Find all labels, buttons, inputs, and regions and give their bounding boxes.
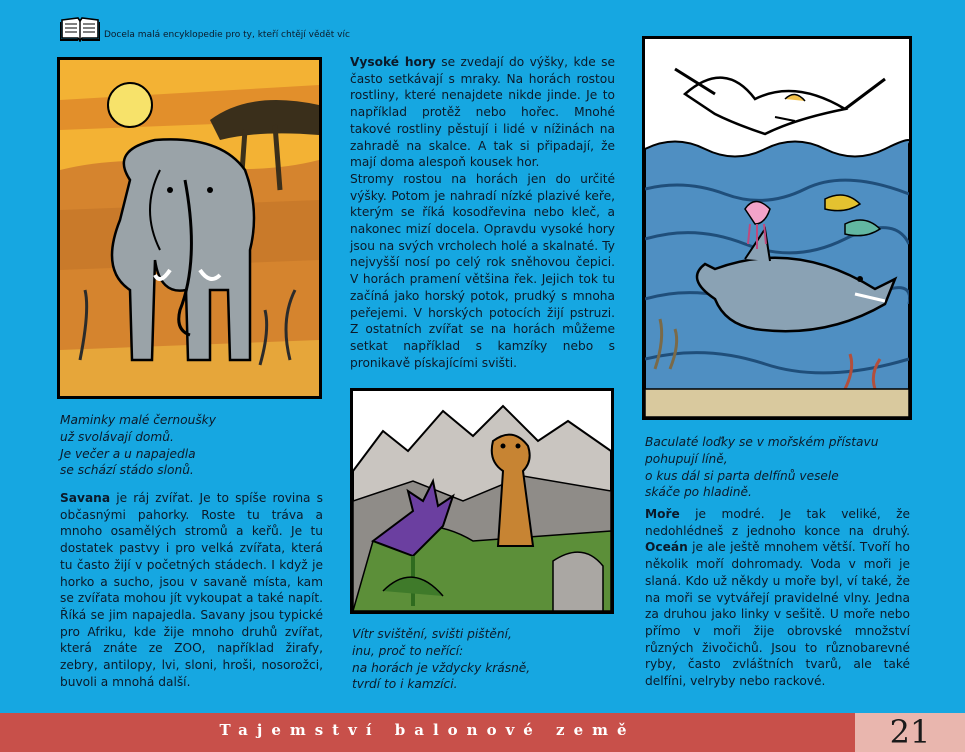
sea-paragraph — [645, 506, 910, 690]
caption-line: Baculaté loďky se v mořském přístavu — [645, 435, 879, 449]
sea-shark-illustration — [642, 36, 912, 420]
savanna-paragraph — [60, 490, 323, 690]
marmot-mountains-illustration — [350, 388, 614, 614]
caption-line: už svolávají domů. — [60, 429, 174, 444]
ocean-term: Oceán — [645, 540, 688, 555]
caption-line: Je večer a u napajedla — [60, 446, 196, 461]
page-number: 21 — [889, 713, 931, 751]
sea-text-2: je ale ještě mnohem větší. Tvoří ho několik moří dohromady. Voda v moři je slaná. Kdo už někdy u moře byl, ví také, že na moři se vytvářejí pravidelné vlny. Jedna za druhou jako linky v sešitě. U moře nebo přímo v moři žije obrovské množství různých živočichů. Jsou to různobarevné ryby, často zvláštních tvarů, ale také delfíni, velryby nebo rackové. — [645, 540, 910, 689]
header-subtitle: Docela malá encyklopedie pro ty, kteří chtějí vědět víc — [104, 30, 350, 40]
elephant-savanna-illustration — [57, 57, 322, 399]
mountains-text-1: se zvedají do výšky, kde se často setkávají s mraky. Na horách rostou rostliny, které nenajdete nikde jinde. Je to například protěž nebo hořec. Mnohé takové rostliny pěstují i lidé v nížinách na zahradě na skalce. A tak si připadají, že mají doma alespoň kousek hor. — [350, 55, 615, 170]
caption-line: skáče po hladině. — [645, 485, 752, 500]
page-number-box — [855, 713, 965, 752]
mountains-text-2: Stromy rostou na horách jen do určité výšky. Potom je nahradí nízké plazivé keře, kterým se říká kosodřevina nebo kleč, a nakonec mizí docela. Opravdu vysoké hory jsou na svých vrcholech holé a skalnaté. Ty nejvyšší nosí po celý rok sněhovou čepici. V horách pramení většina řek. Jejich tok tu začíná jako horský potok, prudký s mnoha peřejemi. V horských potocích žijí pstruzi. Z ostatních zvířat se na horách můžeme setkat například s kamzíky nebo s pronikavě pískajícími svišti. — [350, 171, 615, 370]
page-header — [60, 16, 380, 40]
mountains-term: Vysoké hory — [350, 55, 436, 69]
footer-title: Tajemství balonové země — [219, 721, 636, 739]
caption-line: Maminky malé černoušky — [60, 413, 216, 427]
caption-line: na horách je vždycky krásně, — [352, 660, 531, 675]
sea-caption — [645, 434, 878, 501]
mountains-paragraph — [350, 54, 615, 371]
savanna-term: Savana — [60, 491, 111, 505]
caption-line: pohupují líně, — [645, 451, 728, 466]
sea-term: Moře — [645, 507, 680, 521]
marmot-caption — [352, 626, 530, 693]
footer-band — [0, 713, 965, 752]
caption-line: o kus dál si parta delfínů vesele — [645, 468, 839, 483]
savanna-text: je ráj zvířat. Je to spíše rovina s občasnými pahorky. Roste tu tráva a mnoho osamělých stromů a keřů. Je tu dostatek pastvy i pro velká zvířata, která tu často žijí v početných stádech. I když je horko a sucho, jsou v savaně místa, kam se zvířata mohou jít vykoupat a také napít. Říká se jim napajedla. Savany jsou typické pro Afriku, kde žije mnoho druhů zvířat, která znáte ze ZOO, například žirafy, zebry, antilopy, lvi, sloni, hroši, nosorožci, buvoli a mnohá další. — [60, 491, 323, 689]
sea-text-1: je modré. Je tak veliké, že nedohlédneš z jednoho konce na druhý. — [645, 507, 910, 538]
caption-line: inu, proč to neřící: — [352, 643, 464, 658]
elephant-caption — [60, 412, 216, 479]
caption-line: Vítr svištění, svišti pištění, — [352, 627, 512, 641]
caption-line: tvrdí to i kamzíci. — [352, 677, 458, 692]
caption-line: se schází stádo slonů. — [60, 463, 194, 478]
open-book-icon — [60, 16, 100, 42]
